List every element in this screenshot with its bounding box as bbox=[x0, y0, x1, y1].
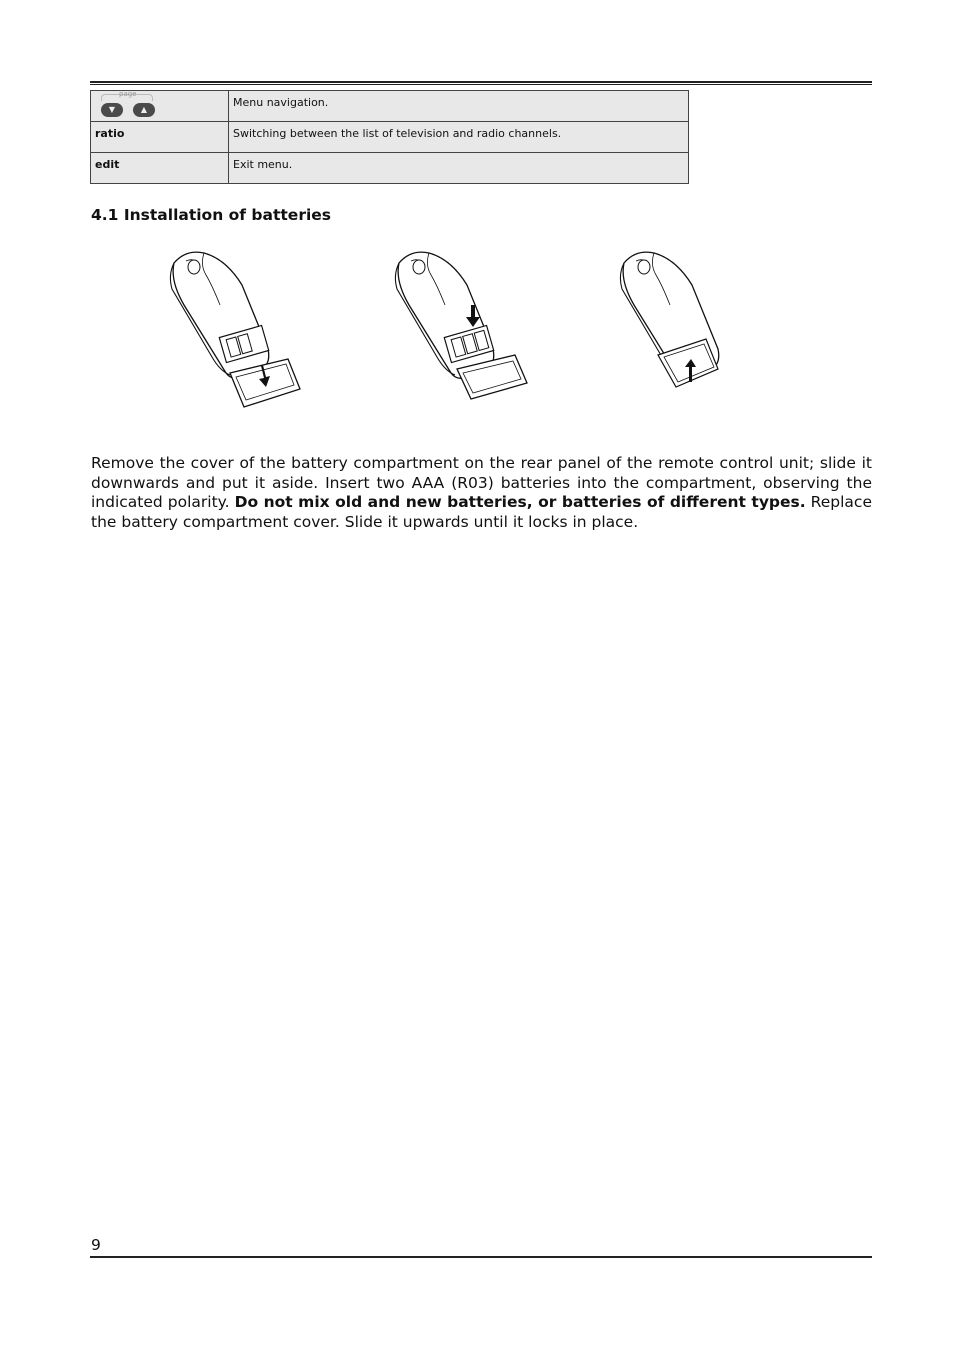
step-2-insert-batteries bbox=[395, 252, 527, 399]
row-description: Exit menu. bbox=[229, 153, 689, 184]
page-buttons bbox=[95, 91, 224, 121]
table-row bbox=[91, 122, 689, 153]
row-description: Menu navigation. bbox=[229, 91, 689, 122]
footer-rule bbox=[90, 1256, 872, 1258]
page-down-icon: ▼ bbox=[101, 103, 123, 117]
row-key: edit bbox=[91, 153, 229, 184]
row-key: ratio bbox=[91, 122, 229, 153]
page-buttons-cell bbox=[91, 91, 229, 122]
instructions-text-2: Replace the battery compartment cover. Slide it upwards until it locks in place. bbox=[91, 493, 872, 532]
key-function-table bbox=[90, 90, 689, 184]
table-row bbox=[91, 91, 689, 122]
header-rule bbox=[90, 81, 872, 85]
table-row bbox=[91, 153, 689, 184]
section-heading: 4.1 Installation of batteries bbox=[91, 206, 332, 224]
page-label: page bbox=[119, 90, 137, 98]
instructions-warning: Do not mix old and new batteries, or batteries of different types. bbox=[234, 493, 806, 512]
page-up-icon: ▲ bbox=[133, 103, 155, 117]
step-3-replace-cover bbox=[620, 252, 718, 387]
page-number: 9 bbox=[91, 1236, 101, 1254]
step-1-remove-cover bbox=[170, 252, 300, 407]
installation-instructions bbox=[91, 454, 872, 533]
instructions-text-1: Remove the cover of the battery compartment on the rear panel of the remote control unit; slide it downwards and put it aside. Insert two AAA (R03) batteries into the compartment, observing the indicated polarity. bbox=[91, 454, 872, 512]
row-description: Switching between the list of television and radio channels. bbox=[229, 122, 689, 153]
battery-illustrations bbox=[160, 245, 740, 420]
